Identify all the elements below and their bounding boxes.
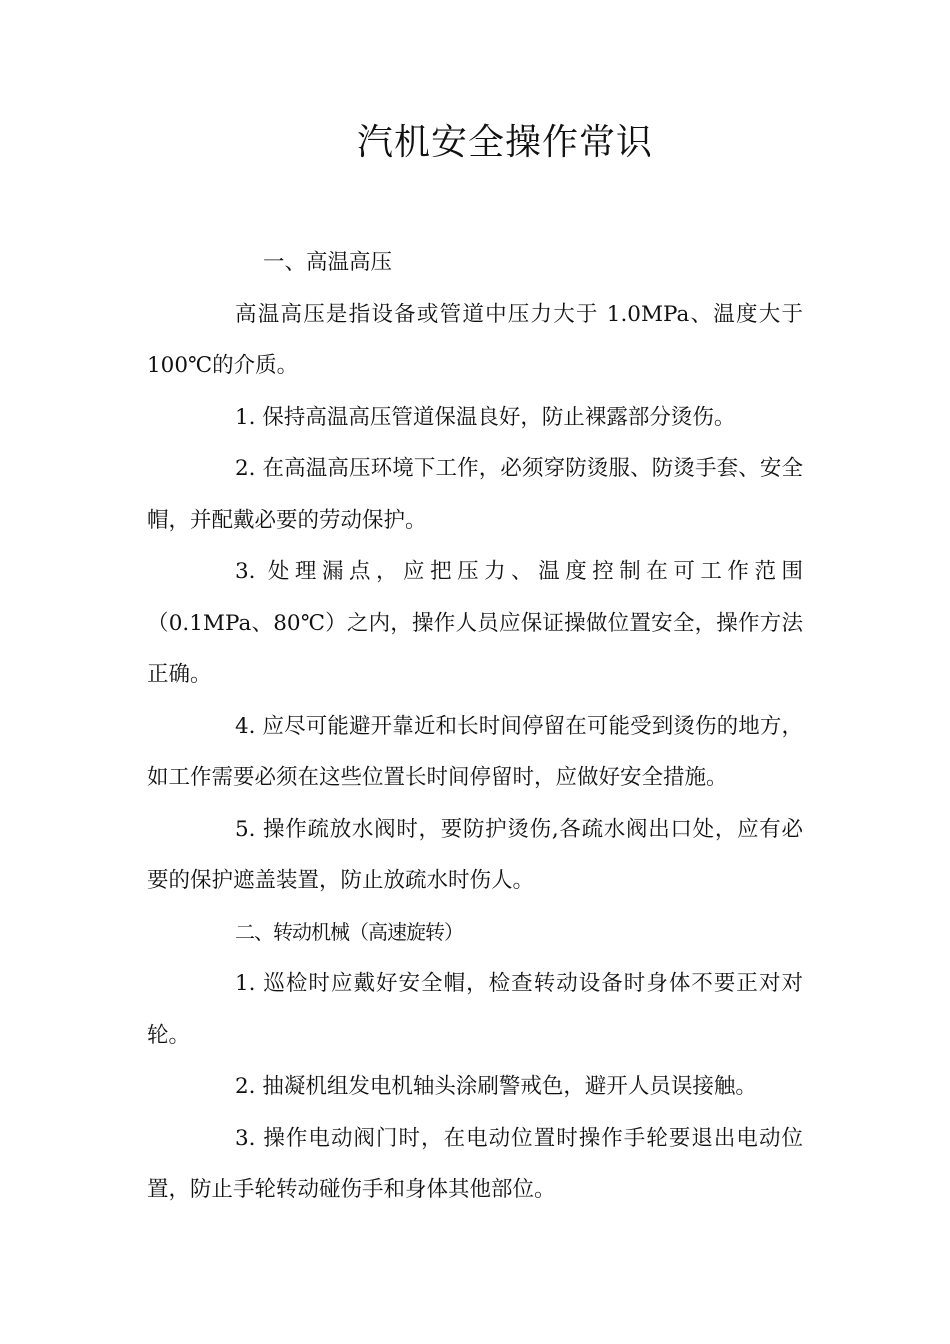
list-item-4: 4. 应尽可能避开靠近和长时间停留在可能受到烫伤的地方，如工作需要必须在这些位置长时间停留时，应做好安全措施。 xyxy=(147,713,803,790)
section-heading-high-temp-pressure: 一、高温高压 xyxy=(263,250,393,275)
list-item-8: 3. 操作电动阀门时，在电动位置时操作手轮要退出电动位置，防止手轮转动碰伤手和身体其他部位。 xyxy=(147,1125,803,1202)
document-body xyxy=(147,237,803,1216)
list-item-2: 2. 在高温高压环境下工作，必须穿防烫服、防烫手套、安全帽，并配戴必要的劳动保护。 xyxy=(147,456,803,533)
section-heading-rotating-machinery: 二、转动机械（高速旋转） xyxy=(235,919,463,944)
list-item-5: 5. 操作疏放水阀时，要防护烫伤,各疏水阀出口处，应有必要的保护遮盖装置，防止放疏水时伤人。 xyxy=(147,816,803,893)
list-item-3: 3. 处理漏点，应把压力、温度控制在可工作范围（0.1MPa、80℃）之内，操作人员应保证操做位置安全，操作方法正确。 xyxy=(147,559,803,687)
definition-paragraph: 高温高压是指设备或管道中压力大于 1.0MPa、温度大于 100℃的介质。 xyxy=(147,301,803,378)
list-item-7: 2. 抽凝机组发电机轴头涂刷警戒色，避开人员误接触。 xyxy=(235,1074,757,1099)
list-item-1: 1. 保持高温高压管道保温良好，防止裸露部分烫伤。 xyxy=(235,404,736,430)
document-title: 汽机安全操作常识 xyxy=(356,122,653,163)
list-item-6: 1. 巡检时应戴好安全帽，检查转动设备时身体不要正对对轮。 xyxy=(147,971,803,1048)
